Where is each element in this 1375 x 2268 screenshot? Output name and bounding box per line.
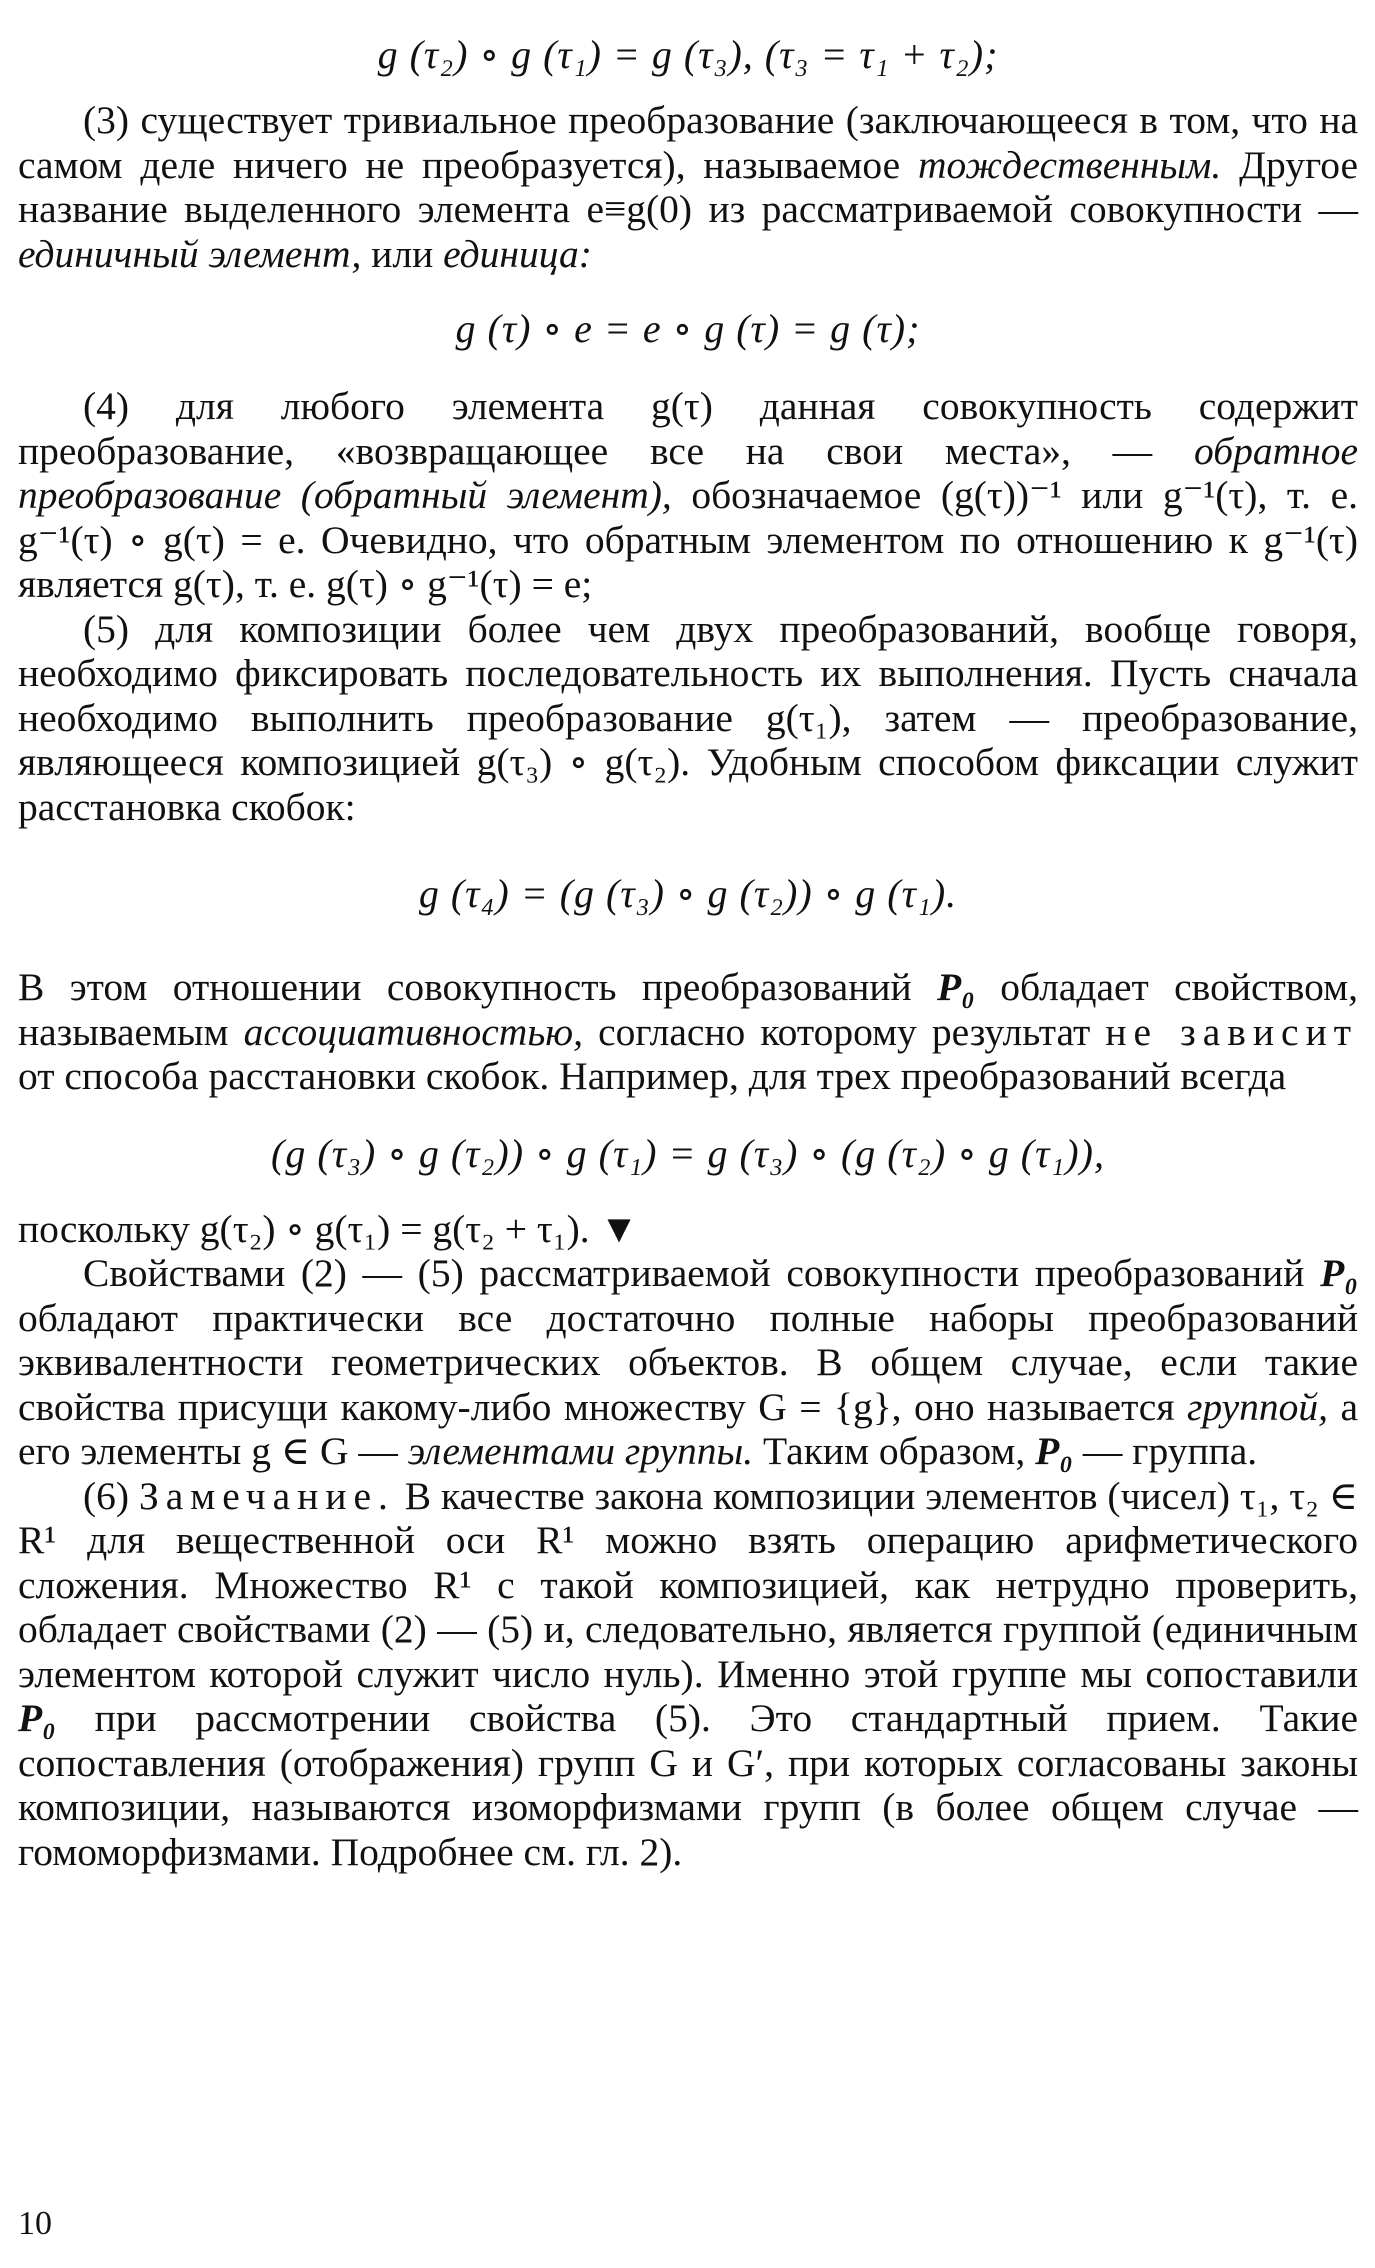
paragraph-group-definition: Свойствами (2) — (5) рассматриваемой совокупности преобразований P₀ обладают практически все достаточно полные наборы преобразований эквивалентности геометрических объектов. В общем случае, если такие свойства присущи какому-либо множеству G = {g}, оно называется группой, а его элементы g ∈ G — элементами группы. Таким образом, P₀ — группа. <box>18 1251 1358 1473</box>
paragraph-associativity: В этом отношении совокупность преобразований P₀ обладает свойством, называемым ассоциативностью, согласно которому результат не зависит от способа расстановки скобок. Например, для трех преобразований всегда <box>18 965 1358 1098</box>
formula-identity: g (τ) ∘ e = e ∘ g (τ) = g (τ); <box>455 306 921 351</box>
paragraph-composition-order: (5) для композиции более чем двух преобразований, вообще говоря, необходимо фиксировать последовательность их выполнения. Пусть сначала необходимо выполнить преобразование g(τ₁), затем — преобразование, являющееся композицией g(τ₃) ∘ g(τ₂). Удобным способом фиксации служит расстановка скобок: <box>18 606 1358 829</box>
formula-brackets: g (τ₄) = (g (τ₃) ∘ g (τ₂)) ∘ g (τ₁). <box>418 871 958 916</box>
formula-composition: g (τ₂) ∘ g (τ₁) = g (τ₃), (τ₃ = τ₁ + τ₂); <box>377 32 999 77</box>
paragraph-inverse: (4) для любого элемента g(τ) данная совокупность содержит преобразование, «возвращающее все на свои места», — обратное преобразование (обратный элемент), обозначаемое (g(τ))⁻¹ или g⁻¹(τ), т. е. g⁻¹(τ) ∘ g(τ) = e. Очевидно, что обратным элементом по отношению к g⁻¹(τ) является g(τ), т. е. g(τ) ∘ g⁻¹(τ) = e; <box>18 384 1358 606</box>
paragraph-because: поскольку g(τ₂) ∘ g(τ₁) = g(τ₂ + τ₁). ▼ <box>18 1206 639 1251</box>
page-body <box>18 30 1358 1874</box>
paragraph-remark: (6) Замечание. В качестве закона композиции элементов (чисел) τ₁, τ₂ ∈ R¹ для вещественной оси R¹ можно взять операцию арифметического сложения. Множество R¹ с такой композицией, как нетрудно проверить, обладает свойствами (2) — (5) и, следовательно, является группой (единичным элементом которой служит число нуль). Именно этой группе мы сопоставили P₀ при рассмотрении свойства (5). Это стандартный прием. Такие сопоставления (отображения) групп G и G′, при которых согласованы законы композиции, называются изоморфизмами групп (в более общем случае — гомоморфизмами. Подробнее см. гл. 2). <box>18 1473 1359 1874</box>
page-number: 10 <box>18 2205 52 2242</box>
paragraph-identity: (3) существует тривиальное преобразование (заключающееся в том, что на самом деле ничего не преобразуется), называемое тождественным. Другое название выделенного элемента e≡g(0) из рассматриваемой совокупности — единичный элемент, или единица: <box>18 98 1358 276</box>
formula-associativity: (g (τ₃) ∘ g (τ₂)) ∘ g (τ₁) = g (τ₃) ∘ (g (τ₂) ∘ g (τ₁)), <box>271 1130 1105 1176</box>
